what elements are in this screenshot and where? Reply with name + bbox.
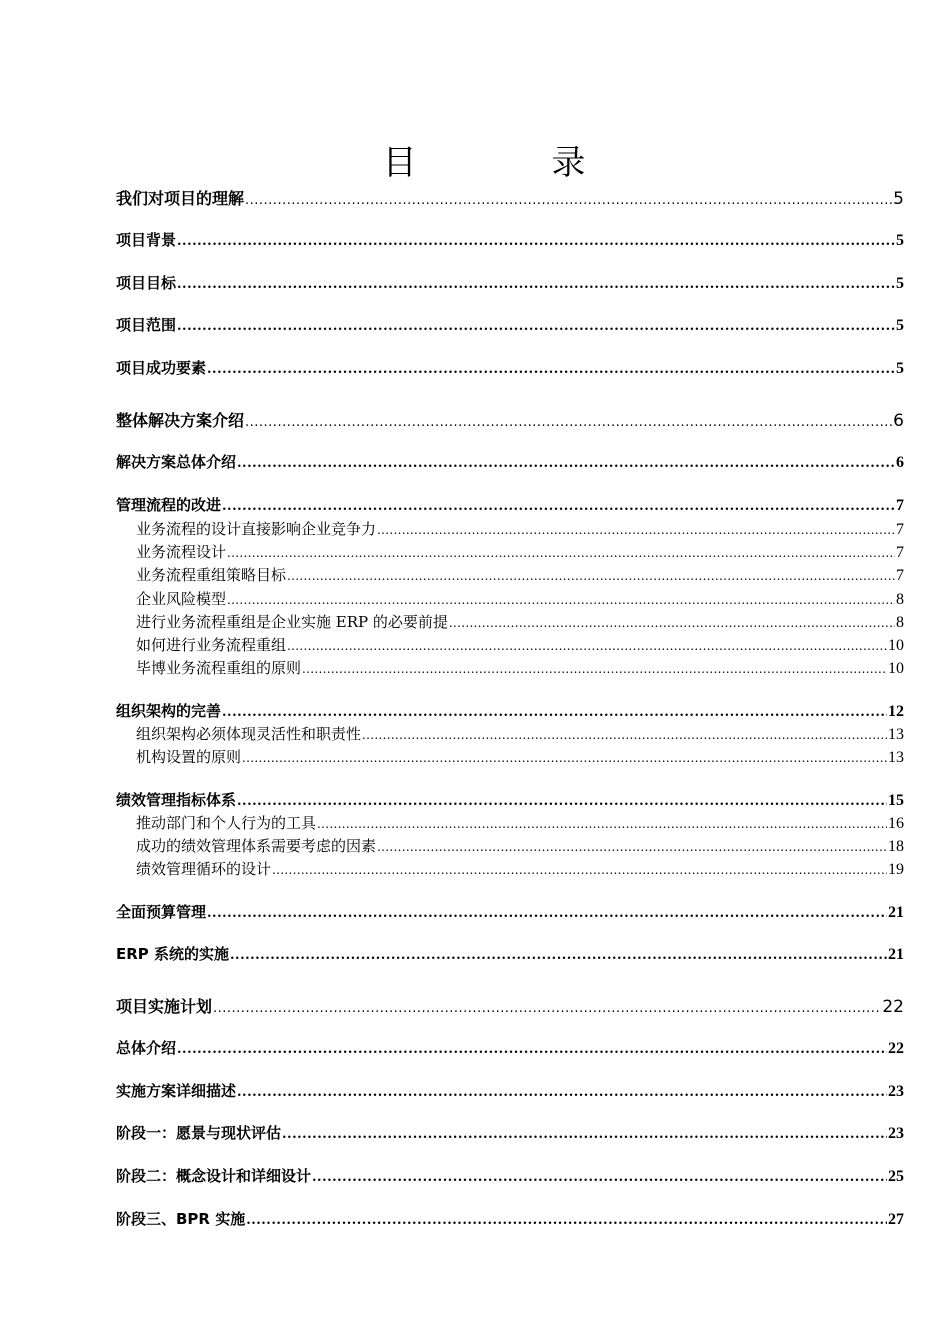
toc-entry-title: 管理流程的改进 <box>116 496 222 514</box>
dot-leader <box>177 319 895 334</box>
toc-entry[interactable] <box>116 314 904 335</box>
toc-entry[interactable] <box>136 746 904 767</box>
toc-entry-title: 整体解决方案介绍 <box>116 411 245 430</box>
toc-entry-title: 进行业务流程重组是企业实施 ERP 的必要前提 <box>136 613 448 631</box>
toc-entry-title: 成功的绩效管理体系需要考虑的因素 <box>136 837 377 855</box>
toc-entry[interactable] <box>116 1165 904 1186</box>
toc-entry-page-number: 5 <box>896 317 904 334</box>
toc-entry-title: 业务流程重组策略目标 <box>136 566 287 584</box>
dot-leader <box>245 415 892 430</box>
toc-entry-page-number: 22 <box>882 997 904 1017</box>
toc-entry-page-number: 23 <box>888 1125 904 1142</box>
toc-entry[interactable] <box>116 451 904 472</box>
toc-entry-page-number: 10 <box>888 660 904 677</box>
toc-entry[interactable] <box>116 1208 904 1229</box>
toc-entry-page-number: 10 <box>888 637 904 654</box>
dot-leader <box>449 616 895 630</box>
dot-leader <box>272 863 887 877</box>
toc-entry-title: 项目背景 <box>116 231 177 249</box>
dot-leader <box>227 593 895 607</box>
dot-leader <box>287 569 895 583</box>
toc-entry-title: 绩效管理循环的设计 <box>136 860 272 878</box>
dot-leader <box>242 751 887 765</box>
toc-entry[interactable] <box>136 588 904 609</box>
toc-entry[interactable] <box>136 858 904 879</box>
toc-entry[interactable] <box>116 789 904 810</box>
toc-entry[interactable] <box>116 1037 904 1058</box>
toc-entry-page-number: 22 <box>888 1040 904 1057</box>
toc-entry-title: 项目实施计划 <box>116 997 213 1016</box>
toc-entry-title: 阶段三、BPR 实施 <box>116 1210 246 1228</box>
toc-entry[interactable] <box>136 812 904 833</box>
dot-leader <box>362 728 887 742</box>
toc-entry-title: 机构设置的原则 <box>136 748 242 766</box>
page-title: 目 录 <box>382 142 648 183</box>
toc-entry-page-number: 6 <box>893 411 904 431</box>
toc-entry-page-number: 19 <box>888 861 904 878</box>
toc-entry-page-number: 16 <box>888 815 904 832</box>
dot-leader <box>377 523 895 537</box>
dot-leader <box>230 948 887 963</box>
toc-entry[interactable] <box>116 186 904 209</box>
toc-entry-page-number: 25 <box>888 1168 904 1185</box>
toc-entry[interactable] <box>136 518 904 539</box>
toc-entry-title: 项目成功要素 <box>116 359 207 377</box>
toc-entry[interactable] <box>136 564 904 585</box>
toc-entry-page-number: 5 <box>896 360 904 377</box>
toc-entry[interactable] <box>136 541 904 562</box>
dot-leader <box>213 1001 881 1016</box>
toc-entry-page-number: 23 <box>888 1083 904 1100</box>
toc-entry-title: 项目目标 <box>116 274 177 292</box>
toc-entry-title: 实施方案详细描述 <box>116 1082 237 1100</box>
dot-leader <box>312 1170 887 1185</box>
toc-entry[interactable] <box>136 611 904 632</box>
toc-entry[interactable] <box>136 835 904 856</box>
toc-entry[interactable] <box>116 494 904 515</box>
toc-entry-title: 阶段一：愿景与现状评估 <box>116 1124 282 1142</box>
toc-entry-title: 总体介绍 <box>116 1039 177 1057</box>
toc-entry[interactable] <box>136 657 904 678</box>
toc-entry-title: 解决方案总体介绍 <box>116 453 237 471</box>
toc-entry-title: 阶段二：概念设计和详细设计 <box>116 1167 312 1185</box>
dot-leader <box>302 662 887 676</box>
toc-entry-page-number: 5 <box>893 189 904 209</box>
toc-entry[interactable] <box>116 357 904 378</box>
toc-entry[interactable] <box>116 901 904 922</box>
toc-entry-page-number: 27 <box>888 1211 904 1228</box>
toc-entry[interactable] <box>116 408 904 431</box>
toc-entry-page-number: 5 <box>896 232 904 249</box>
dot-leader <box>287 639 887 653</box>
dot-leader <box>237 1085 887 1100</box>
toc-entry-title: 全面预算管理 <box>116 903 207 921</box>
toc-entry-page-number: 6 <box>896 454 904 471</box>
toc-entry-page-number: 8 <box>896 614 904 631</box>
toc-entry-page-number: 18 <box>888 838 904 855</box>
dot-leader <box>177 1042 887 1057</box>
toc-entry[interactable] <box>116 229 904 250</box>
toc-entry[interactable] <box>116 1122 904 1143</box>
toc-entry-title: 业务流程设计 <box>136 543 227 561</box>
toc-entry[interactable] <box>116 994 904 1017</box>
toc-entry-title: 毕博业务流程重组的原则 <box>136 659 302 677</box>
dot-leader <box>282 1127 887 1142</box>
dot-leader <box>377 840 887 854</box>
toc-entry-page-number: 15 <box>888 792 904 809</box>
toc-entry-page-number: 5 <box>896 275 904 292</box>
dot-leader <box>246 1213 887 1228</box>
dot-leader <box>245 193 892 208</box>
toc-entry-title: 如何进行业务流程重组 <box>136 636 287 654</box>
toc-entry-title: 业务流程的设计直接影响企业竞争力 <box>136 520 377 538</box>
dot-leader <box>237 456 895 471</box>
dot-leader <box>237 794 887 809</box>
toc-entry-title: 项目范围 <box>116 316 177 334</box>
toc-entry-title: 企业风险模型 <box>136 590 227 608</box>
toc-entry-title: 我们对项目的理解 <box>116 189 245 208</box>
dot-leader <box>227 546 895 560</box>
toc-entry-page-number: 7 <box>896 544 904 561</box>
toc-entry-page-number: 13 <box>888 726 904 743</box>
toc-entry-page-number: 8 <box>896 591 904 608</box>
toc-entry-page-number: 13 <box>888 749 904 766</box>
toc-entry-page-number: 7 <box>896 521 904 538</box>
dot-leader <box>177 277 895 292</box>
toc-entry-title: 推动部门和个人行为的工具 <box>136 814 317 832</box>
toc-entry[interactable] <box>116 1080 904 1101</box>
toc-entry-page-number: 7 <box>896 497 904 514</box>
dot-leader <box>222 499 895 514</box>
toc-entry-title: 组织架构的完善 <box>116 702 222 720</box>
toc-entry-title: ERP 系统的实施 <box>116 945 230 963</box>
toc-entry[interactable] <box>116 943 904 964</box>
toc-entry[interactable] <box>116 272 904 293</box>
toc-entry-title: 组织架构必须体现灵活性和职责性 <box>136 725 362 743</box>
toc-entry[interactable] <box>136 723 904 744</box>
toc-entry-page-number: 21 <box>888 946 904 963</box>
toc-entry-title: 绩效管理指标体系 <box>116 791 237 809</box>
dot-leader <box>207 362 895 377</box>
dot-leader <box>317 817 887 831</box>
dot-leader <box>207 906 887 921</box>
toc-entry-page-number: 7 <box>896 567 904 584</box>
dot-leader <box>222 705 887 720</box>
toc-entry-page-number: 21 <box>888 904 904 921</box>
dot-leader <box>177 234 895 249</box>
toc-entry[interactable] <box>116 700 904 721</box>
toc-entry[interactable] <box>136 634 904 655</box>
toc-entry-page-number: 12 <box>888 703 904 720</box>
